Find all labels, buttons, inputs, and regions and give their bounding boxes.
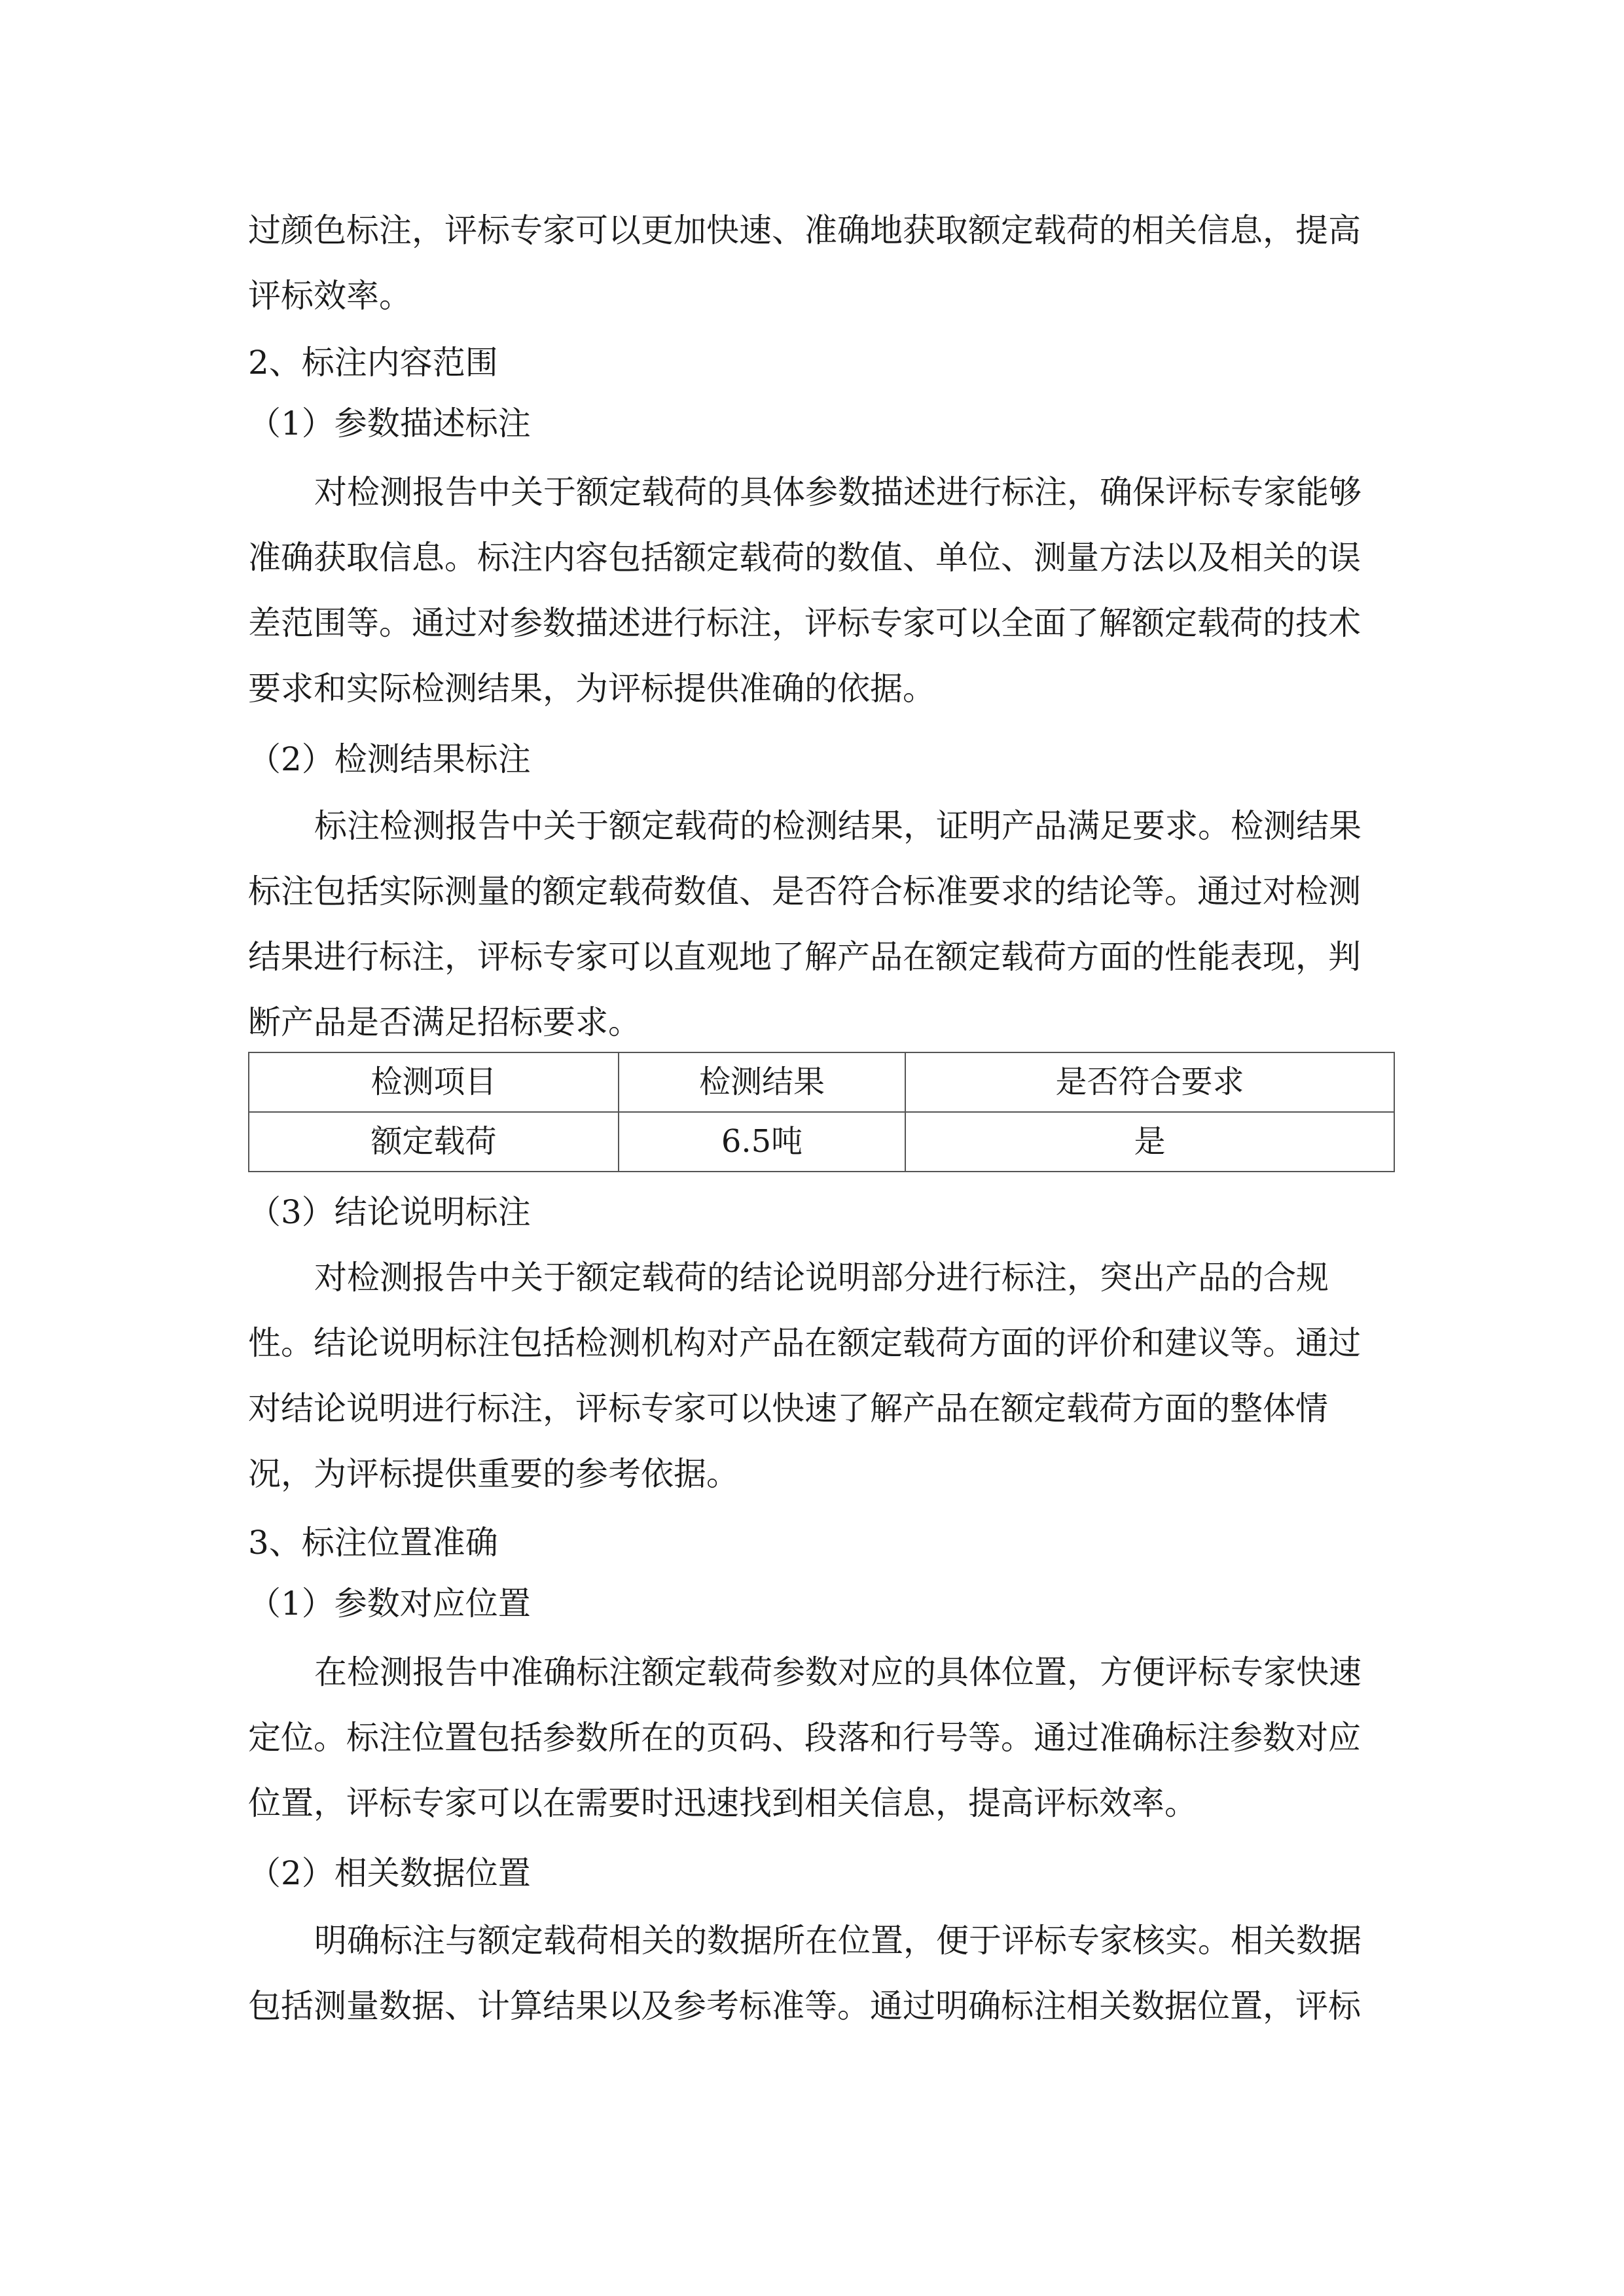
paragraph-line: 包括测量数据、计算结果以及参考标准等。通过明确标注相关数据位置，评标 [248,1987,1361,2025]
paragraph-line: 在检测报告中准确标注额定载荷参数对应的具体位置，方便评标专家快速 [314,1653,1362,1691]
paragraph-line: 标注检测报告中关于额定载荷的检测结果，证明产品满足要求。检测结果 [314,807,1362,845]
paragraph-line: 差范围等。通过对参数描述进行标注，评标专家可以全面了解额定载荷的技术 [248,604,1361,642]
paragraph-line: 对结论说明进行标注，评标专家可以快速了解产品在额定载荷方面的整体情 [248,1390,1328,1427]
table-header-cell: 检测结果 [619,1052,905,1112]
section-heading: 3、标注位置准确 [248,1524,498,1562]
paragraph-line: 断产品是否满足招标要求。 [248,1003,641,1041]
table-cell: 额定载荷 [249,1112,619,1172]
subsection-heading: （2）相关数据位置 [248,1854,531,1892]
subsection-heading: （1）参数描述标注 [248,404,531,442]
section-heading: 2、标注内容范围 [248,344,498,382]
paragraph-line: 结果进行标注，评标专家可以直观地了解产品在额定载荷方面的性能表现，判 [248,938,1361,976]
paragraph-line: 况，为评标提供重要的参考依据。 [248,1455,739,1493]
paragraph-line: 定位。标注位置包括参数所在的页码、段落和行号等。通过准确标注参数对应 [248,1719,1361,1757]
table-header-cell: 检测项目 [249,1052,619,1112]
table-cell: 是 [905,1112,1394,1172]
subsection-heading: （3）结论说明标注 [248,1193,531,1231]
paragraph-line: 对检测报告中关于额定载荷的结论说明部分进行标注，突出产品的合规 [314,1259,1329,1297]
subsection-heading: （1）参数对应位置 [248,1585,531,1623]
table-row [249,1112,1394,1172]
table-header-cell: 是否符合要求 [905,1052,1394,1112]
paragraph-line: 性。结论说明标注包括检测机构对产品在额定载荷方面的评价和建议等。通过 [248,1324,1361,1362]
paragraph-line: 位置，评标专家可以在需要时迅速找到相关信息，提高评标效率。 [248,1784,1197,1822]
paragraph-line: 对检测报告中关于额定载荷的具体参数描述进行标注，确保评标专家能够 [314,473,1362,511]
table-header-row [249,1052,1394,1112]
subsection-heading: （2）检测结果标注 [248,740,531,778]
paragraph-line: 要求和实际检测结果，为评标提供准确的依据。 [248,670,935,708]
paragraph-line: 评标效率。 [248,277,412,315]
table-cell: 6.5吨 [619,1112,905,1172]
paragraph-line: 标注包括实际测量的额定载荷数值、是否符合标准要求的结论等。通过对检测 [248,872,1361,910]
paragraph-line: 明确标注与额定载荷相关的数据所在位置，便于评标专家核实。相关数据 [314,1922,1362,1960]
paragraph-line: 准确获取信息。标注内容包括额定载荷的数值、单位、测量方法以及相关的误 [248,539,1361,577]
results-table [248,1052,1395,1172]
paragraph-line: 过颜色标注，评标专家可以更加快速、准确地获取额定载荷的相关信息，提高 [248,211,1361,249]
